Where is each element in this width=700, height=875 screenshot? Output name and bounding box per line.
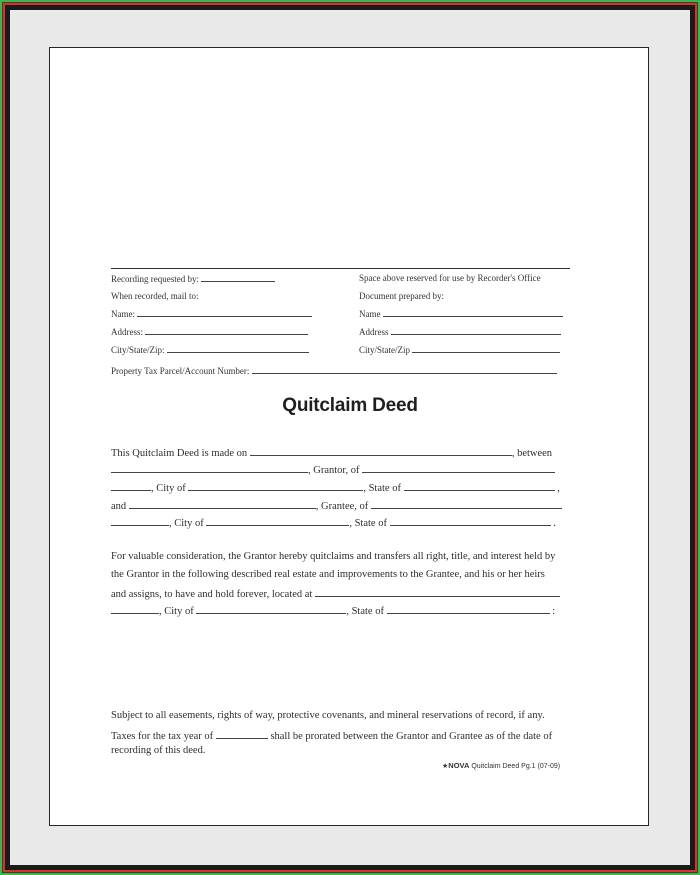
and-label: and: [111, 501, 127, 512]
grantee-row: [111, 498, 562, 512]
mail-address-label: Address:: [111, 327, 143, 337]
prepared-by-row: [359, 291, 444, 301]
footer-mark: [442, 761, 560, 770]
grantor-county-field[interactable]: [111, 480, 151, 491]
grantor-of-label: , Grantor, of: [308, 465, 360, 476]
space-reserved-row: [359, 273, 541, 283]
space-reserved-label: Space above reserved for use by Recorder's Office: [359, 273, 541, 283]
mail-name-row: [111, 308, 312, 319]
made-on-label: This Quitclaim Deed is made on: [111, 448, 248, 459]
when-recorded-label: When recorded, mail to:: [111, 291, 199, 301]
located-at-label: and assigns, to have and hold forever, located at: [111, 589, 313, 600]
between-label: , between: [511, 448, 553, 459]
property-tax-field[interactable]: [252, 365, 557, 374]
grantor-city-row: [111, 480, 560, 494]
subject-line-3: recording of this deed.: [111, 745, 206, 756]
grantee-state-label: , State of: [349, 518, 387, 529]
grantee-city-field[interactable]: [206, 515, 349, 526]
deed-title: Quitclaim Deed: [282, 395, 418, 416]
made-on-row: [111, 445, 552, 459]
grantor-state-label: , State of: [363, 483, 401, 494]
grantor-city-label: , City of: [151, 483, 186, 494]
prep-address-row: [359, 326, 561, 337]
prepared-by-label: Document prepared by:: [359, 291, 444, 301]
subject-line-2: [111, 728, 552, 742]
prep-name-field[interactable]: [383, 308, 563, 317]
property-city-row: [111, 603, 555, 617]
mail-address-row: [111, 326, 308, 337]
mail-city-field[interactable]: [167, 344, 309, 353]
prep-address-field[interactable]: [391, 326, 561, 335]
mail-city-row: [111, 344, 309, 355]
subject-line-1: Subject to all easements, rights of way, protective covenants, and mineral reservations of record, if any.: [111, 710, 545, 721]
prep-city-label: City/State/Zip: [359, 345, 410, 355]
consideration-line-2: the Grantor in the following described real estate and improvements to the Grantee, and his or her heirs: [111, 569, 545, 580]
property-city-label: , City of: [159, 606, 194, 617]
grantee-city-row: [111, 515, 556, 529]
property-state-label: , State of: [346, 606, 384, 617]
property-tax-label: Property Tax Parcel/Account Number:: [111, 366, 250, 376]
grantee-name-field[interactable]: [129, 498, 316, 509]
date-field[interactable]: [250, 445, 512, 456]
when-recorded-row: [111, 291, 198, 301]
grantee-city-label: , City of: [169, 518, 204, 529]
tax-year-field[interactable]: [216, 728, 268, 739]
property-tax-row: [111, 365, 557, 376]
mail-name-field[interactable]: [137, 308, 312, 317]
location-field[interactable]: [315, 586, 560, 597]
grantee-of-label: , Grantee, of: [315, 501, 369, 512]
grantor-comma: ,: [557, 483, 560, 494]
recording-requested-field[interactable]: [201, 273, 275, 282]
grantor-of-field[interactable]: [362, 462, 555, 473]
deed-document: [49, 47, 649, 826]
recording-requested-row: [111, 273, 275, 284]
prep-name-row: [359, 308, 563, 319]
property-county-field[interactable]: [111, 603, 159, 614]
tax-year-label: Taxes for the tax year of: [111, 731, 214, 742]
grantee-of-field[interactable]: [371, 498, 562, 509]
grantee-county-field[interactable]: [111, 515, 169, 526]
mail-name-label: Name:: [111, 309, 135, 319]
grantor-state-field[interactable]: [404, 480, 555, 491]
form-id: Quitclaim Deed Pg.1 (07-09): [471, 763, 561, 770]
prep-city-row: [359, 344, 560, 355]
property-colon: :: [552, 606, 556, 617]
grantor-row: [111, 462, 555, 476]
property-state-field[interactable]: [387, 603, 550, 614]
star-icon: ★: [442, 763, 449, 770]
consideration-line-1: For valuable consideration, the Grantor hereby quitclaims and transfers all right, title, and interest held by: [111, 551, 556, 562]
property-city-field[interactable]: [196, 603, 346, 614]
mail-address-field[interactable]: [145, 326, 308, 335]
grantee-period: .: [553, 518, 556, 529]
grantee-state-field[interactable]: [390, 515, 551, 526]
grantor-name-field[interactable]: [111, 462, 308, 473]
recording-requested-label: Recording requested by:: [111, 274, 199, 284]
grantor-city-field[interactable]: [188, 480, 363, 491]
mail-city-label: City/State/Zip:: [111, 345, 165, 355]
prep-name-label: Name: [359, 309, 381, 319]
prorated-label: shall be prorated between the Grantor and Grantee as of the date of: [270, 731, 553, 742]
prep-address-label: Address: [359, 327, 389, 337]
consideration-line-3: [111, 586, 560, 600]
prep-city-field[interactable]: [412, 344, 560, 353]
header-rule: [111, 268, 570, 269]
brand-name: NOVA: [448, 761, 470, 770]
